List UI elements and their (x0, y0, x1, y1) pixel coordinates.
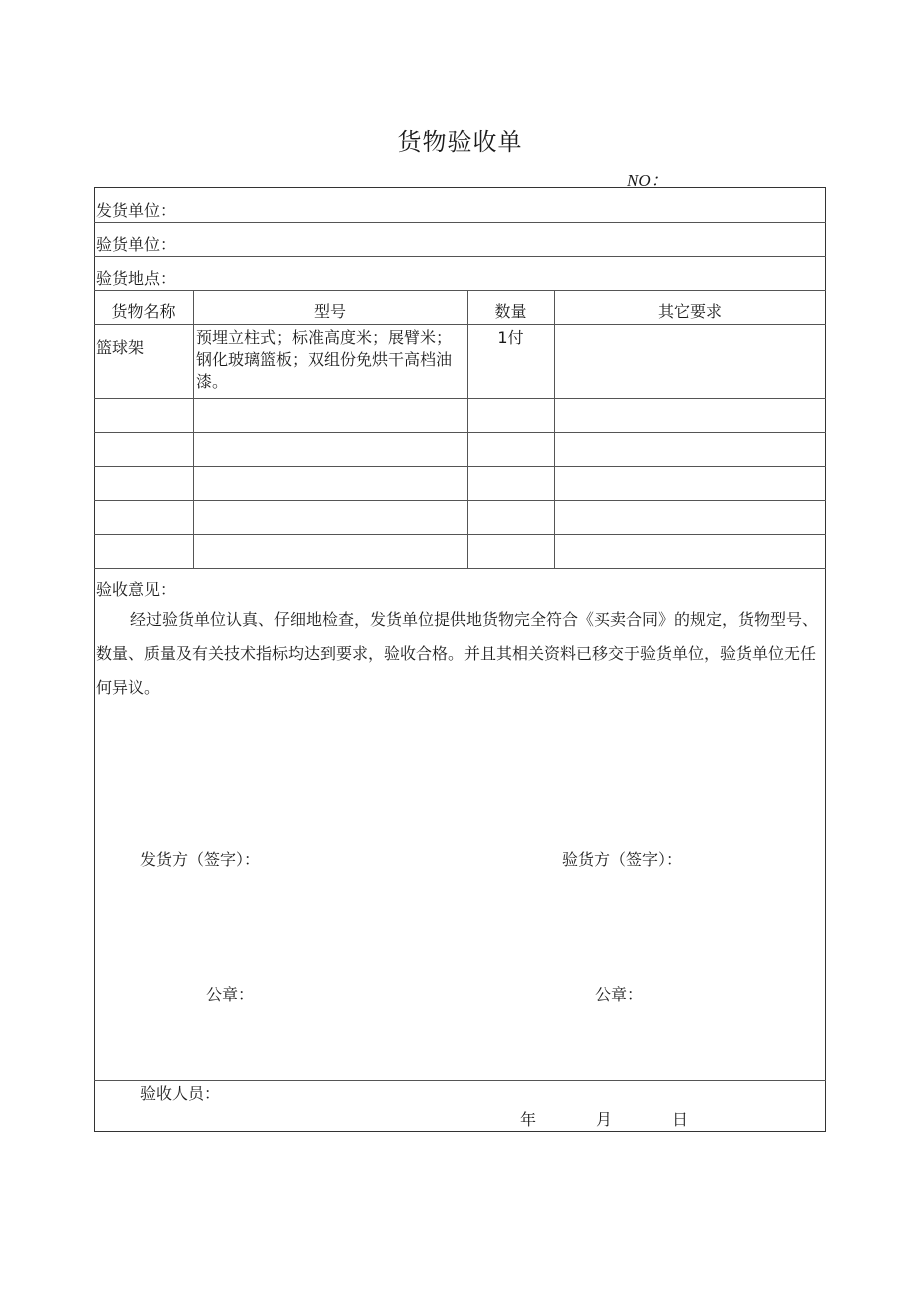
sender-unit-label: 发货单位： (96, 201, 177, 220)
header-quantity: 数量 (494, 302, 527, 321)
column-divider (554, 290, 555, 568)
row-divider (94, 432, 826, 433)
row-divider (94, 1080, 826, 1081)
opinion-text (96, 603, 828, 705)
column-divider (193, 290, 194, 568)
row-divider (94, 222, 826, 223)
sender-signature-label: 发货方（签字）： (140, 850, 261, 869)
row-divider (94, 324, 826, 325)
opinion-label: 验收意见： (96, 580, 177, 599)
cell-model: 预埋立柱式；标准高度米；展臂米；钢化玻璃篮板；双组份免烘干高档油漆。 (196, 328, 453, 391)
row-divider (94, 256, 826, 257)
header-model: 型号 (313, 302, 346, 321)
row-divider (94, 290, 826, 291)
receiver-signature-label: 验货方（签字）： (562, 850, 683, 869)
row-divider (94, 466, 826, 467)
document-number-label: NO： (627, 171, 668, 190)
receiver-seal-label: 公章： (595, 985, 644, 1004)
inspection-staff-label: 验收人员： (140, 1084, 221, 1103)
inspector-unit-label: 验货单位： (96, 235, 177, 254)
page-title: 货物验收单 (397, 128, 523, 156)
header-goods-name: 货物名称 (111, 302, 176, 321)
row-divider (94, 534, 826, 535)
date-month-label: 月 (596, 1110, 613, 1129)
date-day-label: 日 (672, 1110, 689, 1129)
cell-quantity: 1付 (497, 328, 524, 347)
row-divider (94, 398, 826, 399)
header-other-requirements: 其它要求 (657, 302, 722, 321)
date-year-label: 年 (520, 1110, 537, 1129)
row-divider (94, 568, 826, 569)
sender-seal-label: 公章： (206, 985, 255, 1004)
opinion-paragraph: 经过验货单位认真、仔细地检查，发货单位提供地货物完全符合《买卖合同》的规定，货物型号、数量、质量及有关技术指标均达到要求，验收合格。并且其相关资料已移交于验货单位，验货单位无任何异议。 (96, 610, 819, 697)
row-divider (94, 500, 826, 501)
inspection-location-label: 验货地点： (96, 269, 177, 288)
cell-goods-name: 篮球架 (96, 338, 145, 357)
